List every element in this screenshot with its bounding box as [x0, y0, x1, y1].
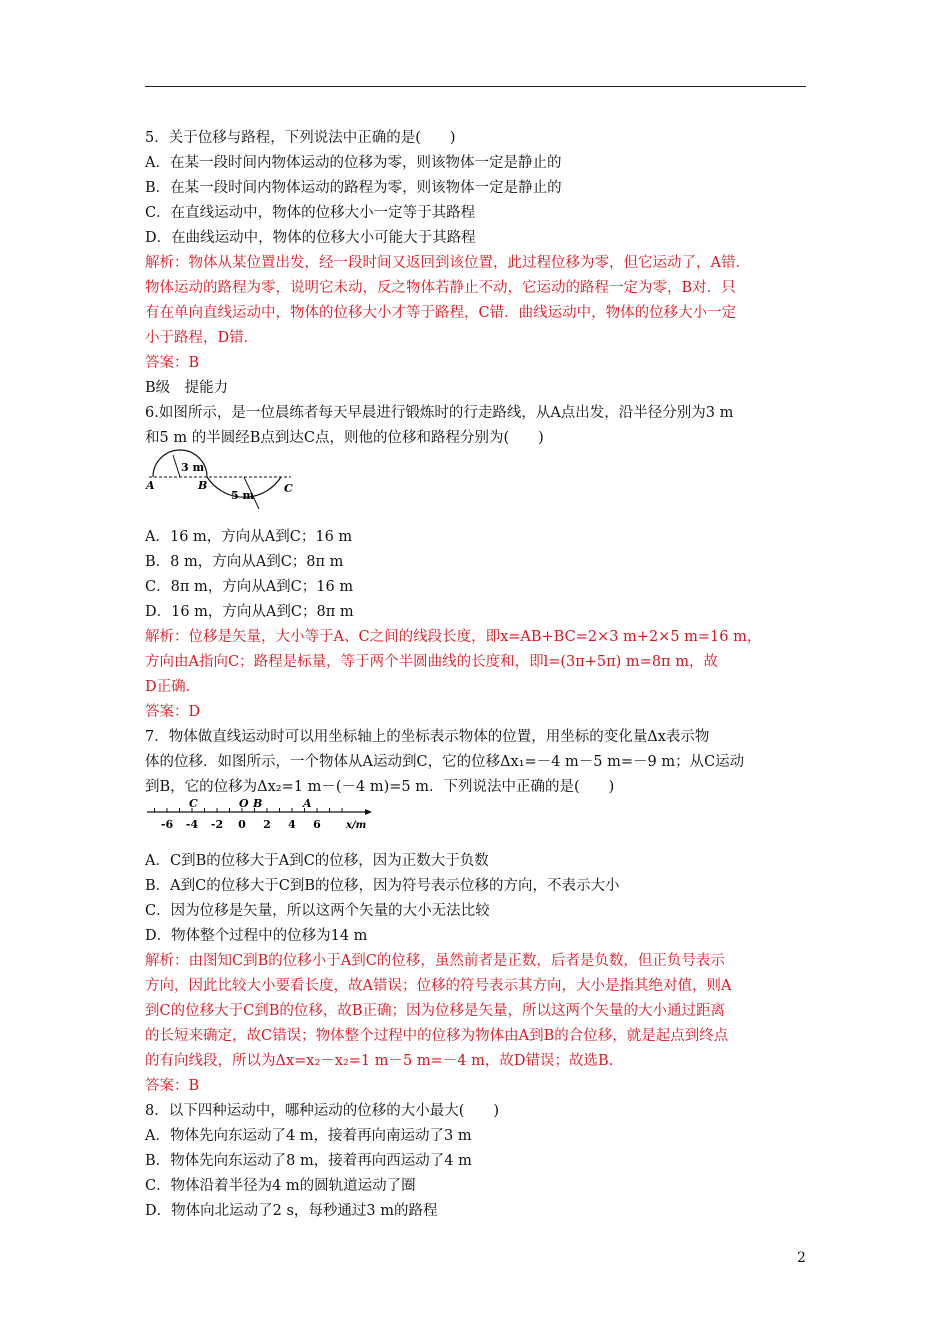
coordinate-axis-figure [143, 795, 373, 835]
small-radius-line [173, 455, 180, 477]
q7-answer: 答案：B [145, 1078, 200, 1094]
q5-answer: 答案：B [145, 355, 200, 371]
point-c-label: C [189, 797, 198, 810]
small-radius-label: 3 m [181, 461, 205, 474]
q6-stem-line: 6.如图所示，是一位晨练者每天早晨进行锻炼时的行走路线，从A点出发，沿半径分别为3 m [145, 405, 734, 421]
q7-analysis-line: 解析：由图知C到B的位移小于A到C的位移，虽然前者是正数，后者是负数，但正负号表示 [145, 953, 725, 969]
q5-option-d: D．在曲线运动中，物体的位移大小可能大于其路程 [145, 230, 476, 246]
section-heading: B级 提能力 [145, 380, 229, 396]
q7-analysis-line: 方向，因此比较大小要看长度，故A错误；位移的符号表示其方向，大小是指其绝对值，则A [145, 978, 732, 994]
point-a-label: A [146, 479, 155, 492]
axis-tick-label: -6 [160, 818, 174, 831]
q8-option-d: D．物体向北运动了2 s，每秒通过3 m的路程 [145, 1203, 438, 1219]
q6-option-d: D．16 m，方向从A到C；8π m [145, 604, 354, 620]
q7-option-c: C．因为位移是矢量，所以这两个矢量的大小无法比较 [145, 903, 490, 919]
large-radius-label: 5 m [231, 489, 255, 502]
page-number: 2 [797, 1250, 806, 1266]
q6-analysis-line: 解析：位移是矢量，大小等于A、C之间的线段长度，即x=AB+BC=2×3 m+2×5 m=16 m， [145, 629, 762, 645]
q6-analysis-line: 方向由A指向C；路程是标量，等于两个半圆曲线的长度和，即l=(3π+5π) m=8π m，故 [145, 654, 718, 670]
q7-analysis-line: 到C的位移大于C到B的位移，故B正确；因为位移是矢量，所以这两个矢量的大小通过距离 [145, 1003, 725, 1019]
q8-option-c: C．物体沿着半径为4 m的圆轨道运动了圈 [145, 1178, 416, 1194]
q7-analysis-line: 的长短来确定，故C错误；物体整个过程中的位移为物体由A到B的合位移，就是起点到终点 [145, 1028, 729, 1044]
q5-analysis-line: 小于路程，D错． [145, 330, 259, 346]
axis-arrow [365, 809, 372, 815]
q7-analysis-line: 的有向线段，所以为Δx=x₂－x₂=1 m－5 m=－4 m，故D错误；故选B. [145, 1053, 614, 1069]
axis-tick-labels [161, 818, 321, 831]
axis-unit-label: x/m [346, 820, 367, 831]
q5-option-b: B．在某一段时间内物体运动的路程为零，则该物体一定是静止的 [145, 180, 562, 196]
axis-tick-label: 4 [288, 818, 296, 831]
q6-option-b: B．8 m，方向从A到C；8π m [145, 554, 344, 570]
q5-stem: 5．关于位移与路程，下列说法中正确的是( ) [145, 130, 456, 146]
q7-option-d: D．物体整个过程中的位移为14 m [145, 928, 368, 944]
q5-analysis-line: 解析：物体从某位置出发，经一段时间又返回到该位置，此过程位移为零，但它运动了，A错． [145, 255, 750, 271]
point-a-label: A [303, 797, 312, 810]
q5-analysis-line: 有在单向直线运动中，物体的位移大小才等于路程，C错．曲线运动中，物体的位移大小一定 [145, 305, 737, 321]
q7-stem-line: 体的位移．如图所示，一个物体从A运动到C，它的位移Δx₁=－4 m－5 m=－9 m；从C运动 [145, 754, 745, 770]
q6-option-c: C．8π m，方向从A到C；16 m [145, 579, 354, 595]
semicircle-path-figure [143, 447, 303, 515]
q6-stem-line: 和5 m 的半圆经B点到达C点，则他的位移和路程分别为( ) [145, 430, 544, 446]
q7-option-b: B．A到C的位移大于C到B的位移，因为符号表示位移的方向，不表示大小 [145, 878, 620, 894]
q8-option-b: B．物体先向东运动了8 m，接着再向西运动了4 m [145, 1153, 472, 1169]
q8-stem: 8．以下四种运动中，哪种运动的位移的大小最大( ) [145, 1103, 500, 1119]
axis-tick-label: 6 [313, 818, 321, 831]
point-c-label: C [284, 482, 293, 495]
point-b-label: B [253, 797, 263, 810]
q7-option-a: A．C到B的位移大于A到C的位移，因为正数大于负数 [145, 853, 489, 869]
q7-stem-line: 到B，它的位移为Δx₂=1 m－(－4 m)=5 m．下列说法中正确的是( ) [145, 779, 615, 795]
q7-stem-line: 7．物体做直线运动时可以用坐标轴上的坐标表示物体的位置，用坐标的变化量Δx表示物 [145, 729, 710, 745]
header-rule [145, 86, 806, 87]
point-o-label: O [239, 797, 249, 810]
axis-tick-label: 2 [263, 818, 271, 831]
axis-tick-label: 0 [238, 818, 246, 831]
q5-option-c: C．在直线运动中，物体的位移大小一定等于其路程 [145, 205, 476, 221]
q5-analysis-line: 物体运动的路程为零，说明它未动，反之物体若静止不动，它运动的路程一定为零，B对．只 [145, 280, 736, 296]
axis-tick-label: -2 [210, 818, 224, 831]
q6-analysis-line: D正确． [145, 679, 201, 695]
q6-answer: 答案：D [145, 704, 201, 720]
q6-option-a: A．16 m，方向从A到C；16 m [145, 529, 353, 545]
q5-option-a: A．在某一段时间内物体运动的位移为零，则该物体一定是静止的 [145, 155, 562, 171]
q8-option-a: A．物体先向东运动了4 m，接着再向南运动了3 m [145, 1128, 472, 1144]
point-b-label: B [198, 479, 208, 492]
axis-tick-label: -4 [185, 818, 199, 831]
